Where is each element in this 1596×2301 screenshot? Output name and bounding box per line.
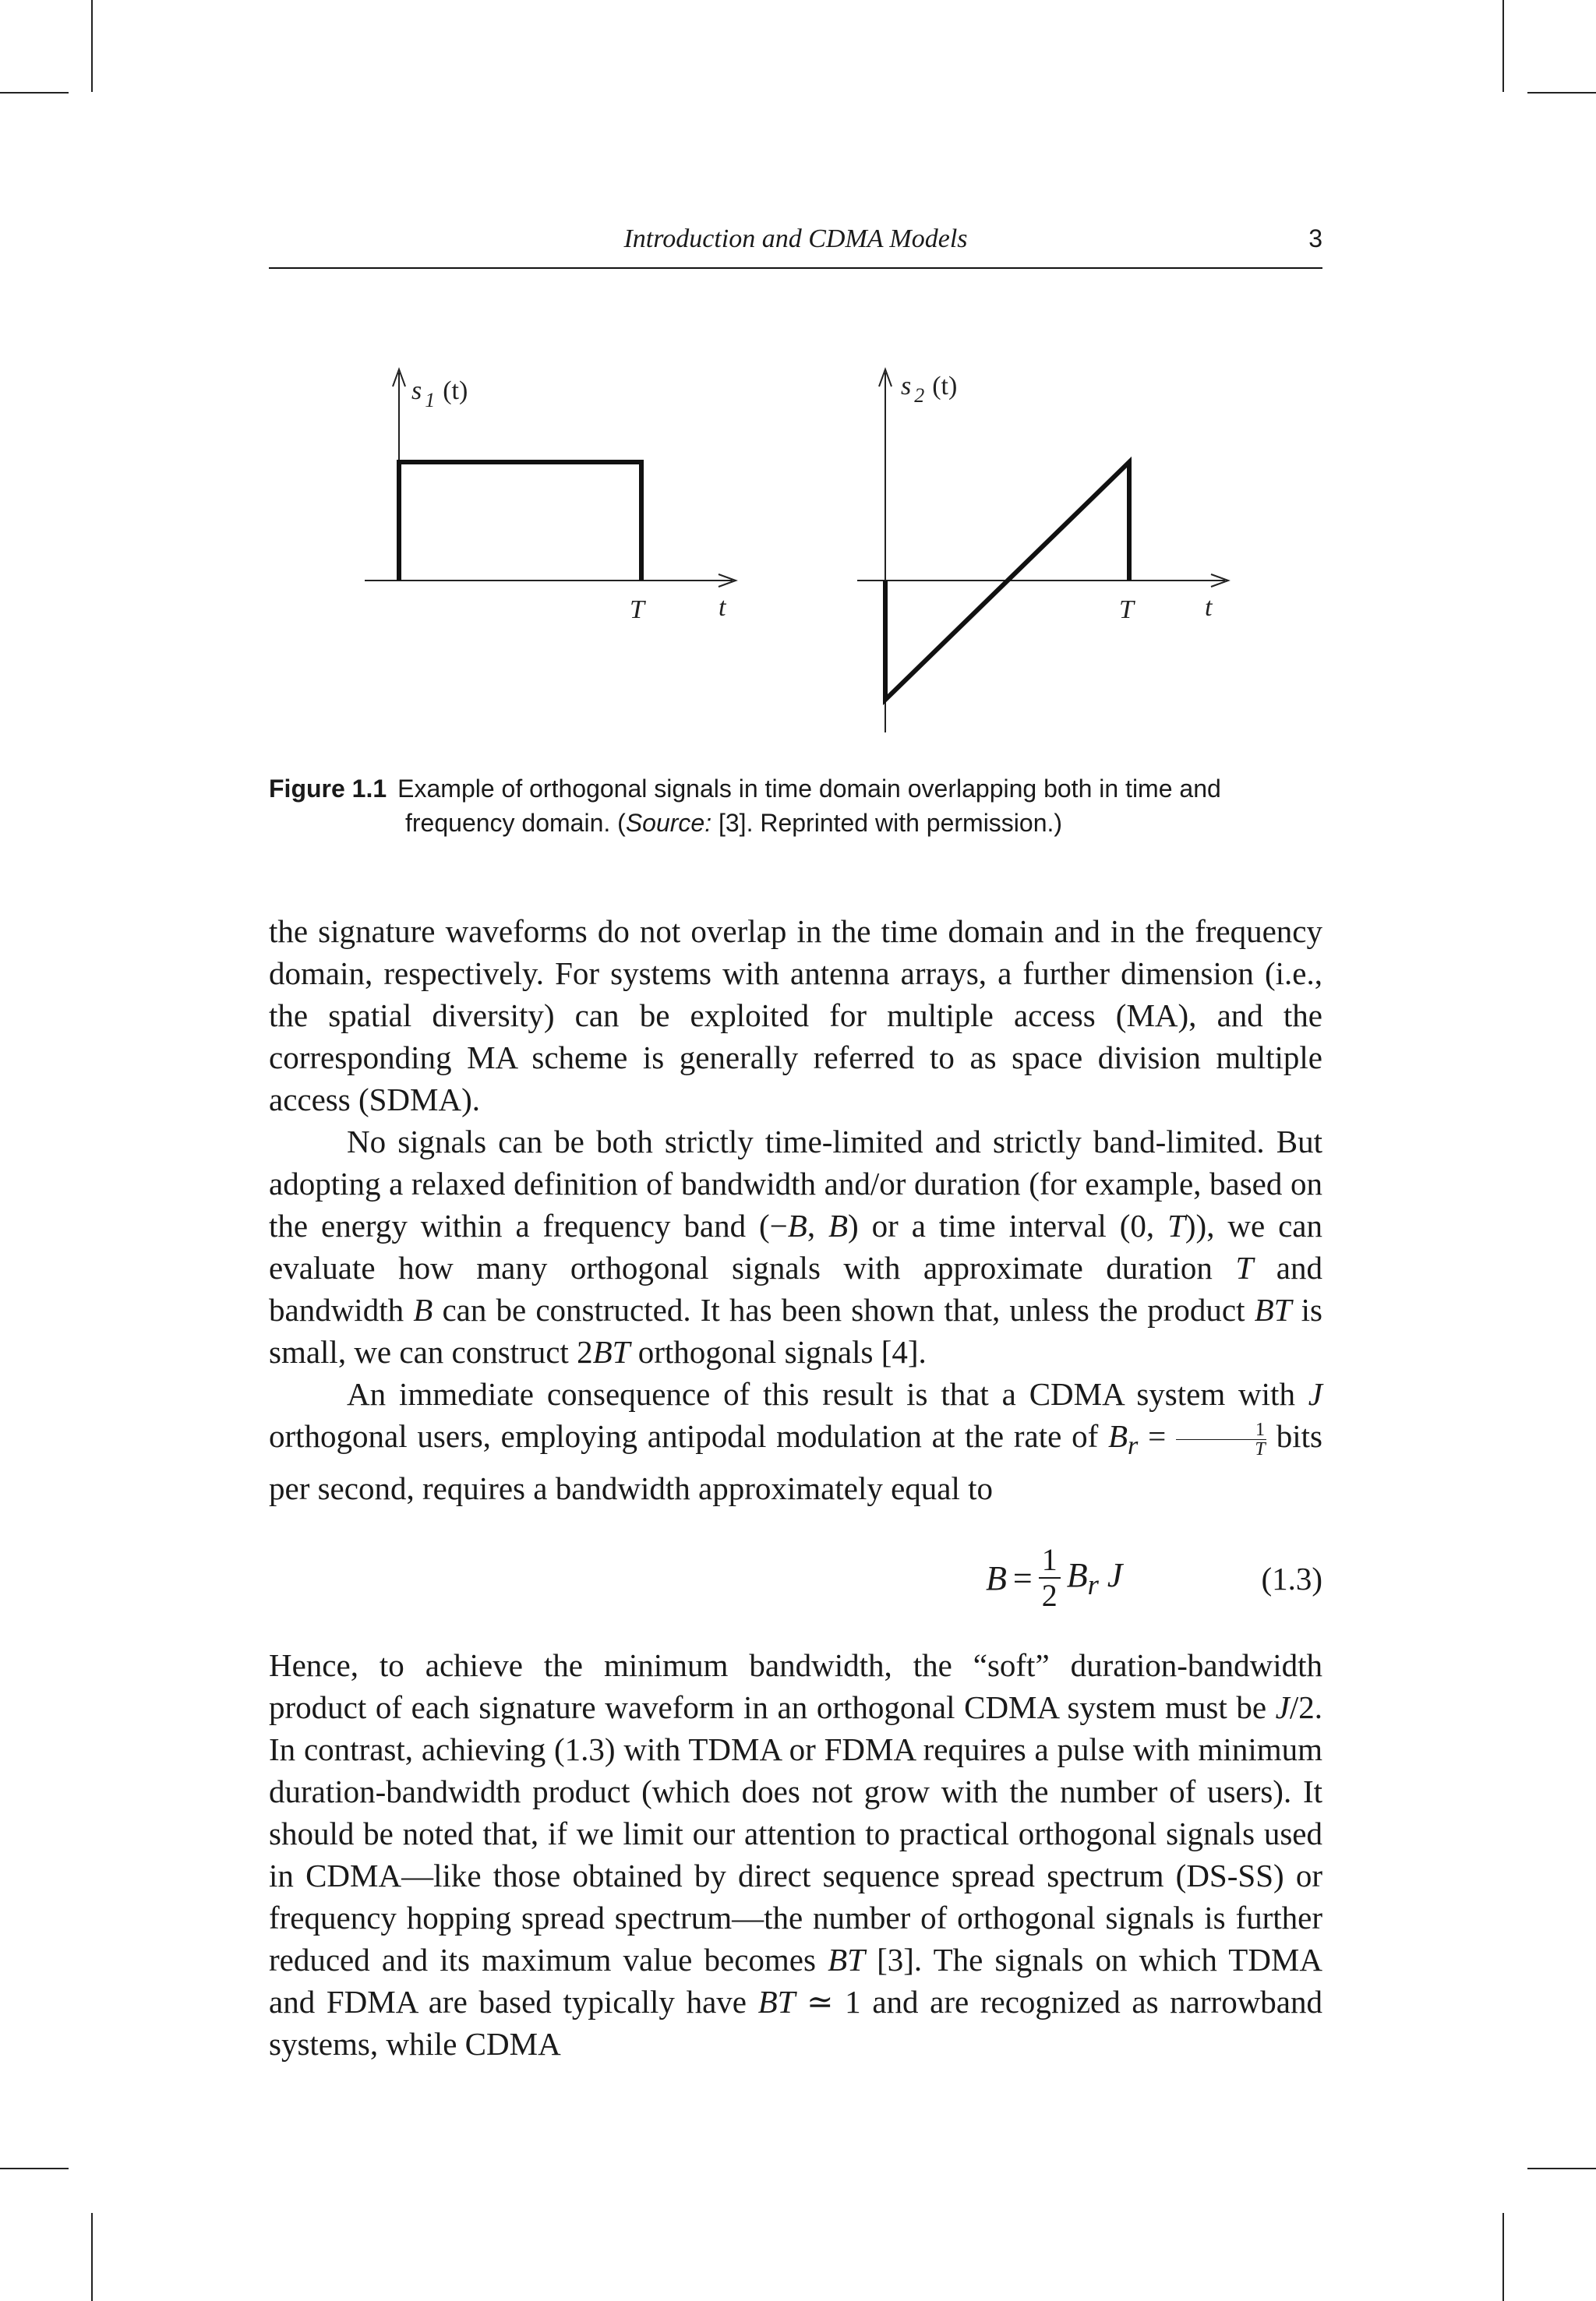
equation-1-3 bbox=[269, 1527, 1322, 1621]
paragraph-2: No signals can be both strictly time-limited and strictly band-limited. But adopting a relaxed definition of bandwidth and/or duration (for example, based on the energy within a frequency band (−B, B) or a time interval (0, T)), we can evaluate how many orthogonal signals with approximate duration T and bandwidth B can be constructed. It has been shown that, unless the product BT is small, we can construct 2BT orthogonal signals [4]. bbox=[269, 1124, 1322, 1370]
equation-body: B = $\frac{1}{2}$ $B_r$ J bbox=[986, 1542, 1123, 1613]
body-text-lower bbox=[269, 1644, 1322, 2065]
caption-line-1 bbox=[269, 771, 1322, 806]
right-panel bbox=[857, 369, 1228, 732]
right-y-label: s $_2$ (t) bbox=[901, 372, 958, 407]
inline-fraction: $\frac{1}{T}$ bbox=[1176, 1420, 1266, 1459]
page-number: 3 bbox=[1308, 224, 1322, 252]
crop-mark bbox=[1527, 2168, 1596, 2169]
caption-line-2: frequency domain. (Source: [3]. Reprinted with permission.) bbox=[405, 809, 1063, 837]
left-panel bbox=[365, 369, 736, 624]
caption-source-label: Source: bbox=[625, 809, 712, 837]
paragraph-1: the signature waveforms do not overlap in the time domain and in the frequency domain, respectively. For systems with antenna arrays, a further dimension (i.e., the spatial diversity) can be exploited for multiple access (MA), and the corresponding MA scheme is generally referred to as space division multiple access (SDMA). bbox=[269, 913, 1322, 1117]
left-x-label: t bbox=[719, 593, 726, 622]
paragraph-4: Hence, to achieve the minimum bandwidth, the “soft” duration-bandwidth product of each signature waveform in an orthogonal CDMA system must be J/2. In contrast, achieving (1.3) with TDMA or FDMA requires a pulse with minimum duration-bandwidth product (which does not grow with the number of users). It should be noted that, if we limit our attention to practical orthogonal signals used in CDMA—like those obtained by direct sequence spread spectrum (DS-SS) or frequency hopping spread spectrum—the number of orthogonal signals is further reduced and its maximum value becomes BT [3]. The signals on which TDMA and FDMA are based typically have BT ≃ 1 and are recognized as narrowband systems, while CDMA bbox=[269, 1647, 1322, 2062]
equation-number: (1.3) bbox=[1261, 1561, 1322, 1597]
left-tick-T: T bbox=[630, 595, 644, 624]
left-signal-pulse bbox=[399, 462, 641, 581]
right-tick-T: T bbox=[1119, 595, 1134, 624]
figure-1-1 bbox=[0, 0, 1596, 764]
right-x-label: t bbox=[1205, 593, 1213, 622]
figure-number: Figure 1.1 bbox=[269, 775, 387, 803]
running-title: Introduction and CDMA Models bbox=[623, 224, 968, 253]
figure-caption bbox=[269, 771, 1322, 840]
crop-mark bbox=[0, 2168, 69, 2169]
crop-mark bbox=[91, 2213, 93, 2301]
equation-fraction: $\frac{1}{2}$ bbox=[1039, 1543, 1061, 1613]
left-y-label: s $_1$ (t) bbox=[411, 376, 468, 411]
paragraph-3: An immediate consequence of this result is that a CDMA system with J orthogonal users, employing antipodal modulation at the rate of $B_r$ = $\frac{1}{T}$ bits per second, requires a bandwidth approximately equal to bbox=[269, 1376, 1323, 1507]
caption-text: Example of orthogonal signals in time domain overlapping both in time and bbox=[397, 775, 1221, 803]
crop-mark bbox=[1502, 2213, 1504, 2301]
body-text-upper bbox=[269, 910, 1322, 1509]
